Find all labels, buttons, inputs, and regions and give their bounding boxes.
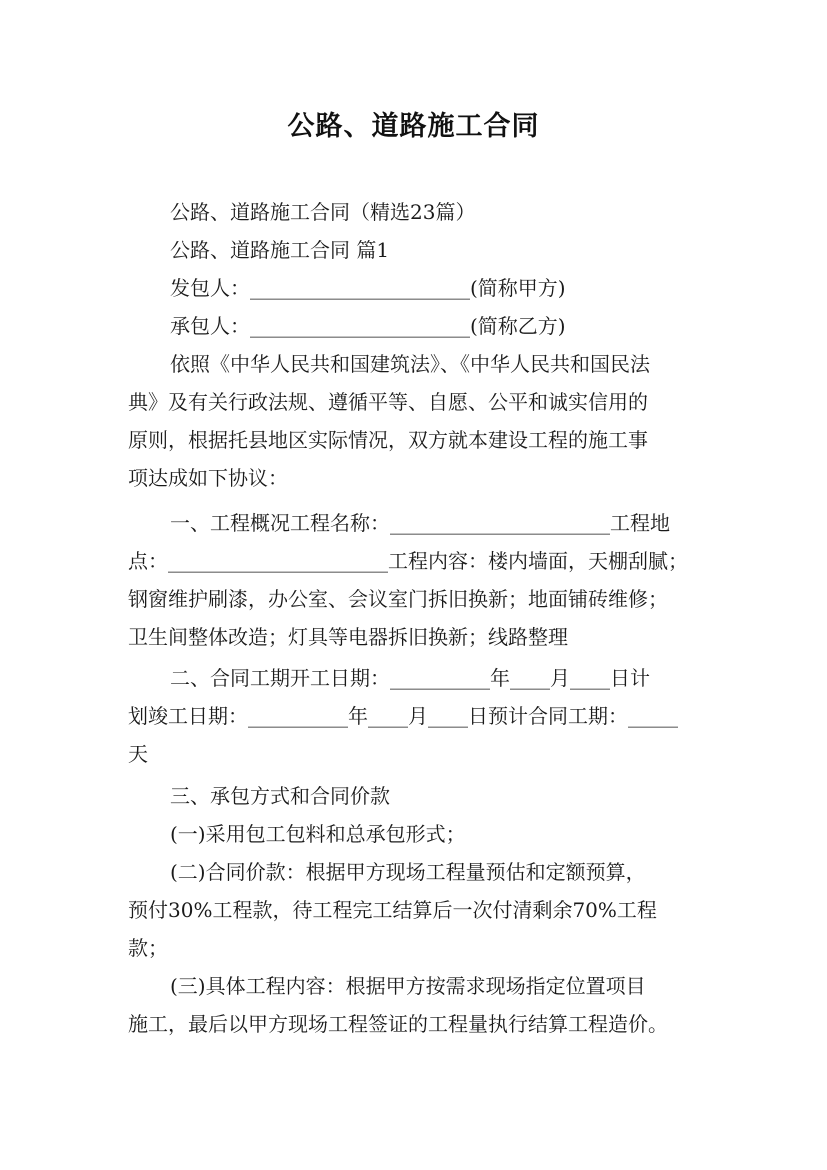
document-title: 公路、道路施工合同 — [287, 111, 540, 142]
paragraph-line: 承包人：______________________(简称乙方) — [170, 314, 566, 338]
paragraph-line: 天 — [128, 742, 148, 766]
paragraph-line: 款； — [128, 936, 168, 960]
paragraph-line: 卫生间整体改造；灯具等电器拆旧换新；线路整理 — [128, 625, 568, 649]
paragraph-line: 发包人：______________________(简称甲方) — [170, 276, 566, 300]
paragraph-line: 公路、道路施工合同 篇1 — [170, 238, 390, 262]
paragraph-line: 二、合同工期开工日期：__________年____月____日计 — [170, 666, 650, 690]
paragraph-line: 原则，根据托县地区实际情况，双方就本建设工程的施工事 — [128, 428, 648, 452]
paragraph-line: 公路、道路施工合同（精选23篇） — [170, 200, 476, 224]
paragraph-line: 预付30%工程款，待工程完工结算后一次付清剩余70%工程 — [128, 898, 657, 922]
paragraph-line: 点：______________________工程内容：楼内墙面，天棚刮腻； — [128, 549, 688, 573]
paragraph-line: 一、工程概况工程名称：______________________工程地 — [170, 511, 670, 535]
paragraph-line: (二)合同价款：根据甲方现场工程量预估和定额预算， — [170, 860, 646, 884]
paragraph-line: (一)采用包工包料和总承包形式； — [170, 822, 466, 846]
paragraph-line: 项达成如下协议： — [128, 466, 288, 490]
paragraph-line: 典》及有关行政法规、遵循平等、自愿、公平和诚实信用的 — [128, 390, 648, 414]
paragraph-line: 钢窗维护刷漆，办公室、会议室门拆旧换新；地面铺砖维修； — [128, 587, 668, 611]
paragraph-line: (三)具体工程内容：根据甲方按需求现场指定位置项目 — [170, 974, 646, 998]
paragraph-line: 依照《中华人民共和国建筑法》、《中华人民共和国民法 — [170, 352, 650, 376]
paragraph-line: 三、承包方式和合同价款 — [170, 784, 390, 808]
paragraph-line: 施工，最后以甲方现场工程签证的工程量执行结算工程造价。 — [128, 1012, 668, 1036]
paragraph-line: 划竣工日期：__________年____月____日预计合同工期：_____ — [128, 704, 678, 728]
